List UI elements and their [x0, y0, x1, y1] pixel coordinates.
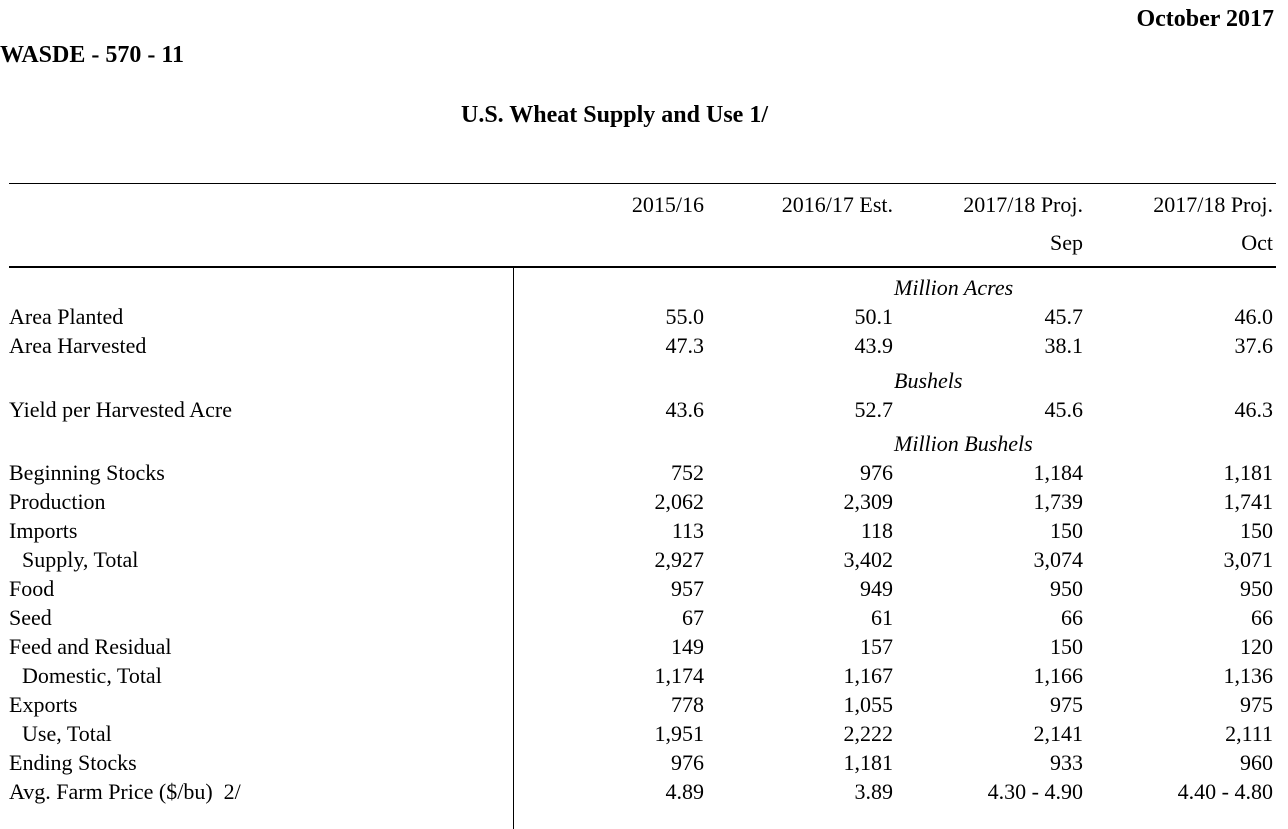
unit-million-acres: Million Acres [894, 275, 1014, 300]
table-row [0, 750, 1288, 779]
cell-2016: 3,402 [843, 547, 893, 572]
cell-2015: 1,174 [654, 663, 704, 688]
unit-bushels: Bushels [894, 368, 963, 393]
cell-2016: 1,167 [843, 663, 893, 688]
cell-2016: 43.9 [854, 333, 893, 358]
table-row [0, 547, 1288, 576]
cell-2017-sep: 66 [1061, 605, 1083, 630]
table-row [0, 721, 1288, 750]
row-label: Avg. Farm Price ($/bu) 2/ [9, 779, 241, 804]
cell-2016: 61 [871, 605, 893, 630]
cell-2017-sep: 45.6 [1044, 397, 1083, 422]
cell-2017-sep: 1,166 [1033, 663, 1083, 688]
cell-2017-sep: 950 [1050, 576, 1083, 601]
cell-2017-oct: 37.6 [1234, 333, 1273, 358]
cell-2017-oct: 3,071 [1223, 547, 1273, 572]
row-label: Exports [9, 692, 78, 717]
cell-2016: 50.1 [854, 304, 893, 329]
header-rule [9, 266, 1276, 268]
col-header-2017-sep: 2017/18 Proj. [963, 192, 1083, 217]
row-label: Use, Total [22, 721, 112, 746]
cell-2017-sep: 933 [1050, 750, 1083, 775]
row-label: Feed and Residual [9, 634, 172, 659]
cell-2017-oct: 120 [1240, 634, 1273, 659]
table-row [0, 663, 1288, 692]
table-row [0, 692, 1288, 721]
row-label: Food [9, 576, 55, 601]
table-row [0, 605, 1288, 634]
cell-2017-oct: 46.3 [1234, 397, 1273, 422]
row-label: Domestic, Total [22, 663, 162, 688]
cell-2017-oct: 1,136 [1223, 663, 1273, 688]
col-subheader-sep: Sep [1050, 230, 1083, 255]
cell-2017-oct: 66 [1251, 605, 1273, 630]
cell-2015: 976 [671, 750, 704, 775]
cell-2016: 949 [860, 576, 893, 601]
row-label: Yield per Harvested Acre [9, 397, 232, 422]
cell-2017-oct: 150 [1240, 518, 1273, 543]
row-label: Area Planted [9, 304, 124, 329]
cell-2017-oct: 4.40 - 4.80 [1177, 779, 1273, 804]
table-row [0, 634, 1288, 663]
cell-2016: 1,181 [843, 750, 893, 775]
cell-2016: 2,222 [843, 721, 893, 746]
cell-2015: 2,927 [654, 547, 704, 572]
table-row [0, 333, 1288, 362]
cell-2017-oct: 950 [1240, 576, 1273, 601]
cell-2017-sep: 975 [1050, 692, 1083, 717]
row-label: Seed [9, 605, 52, 630]
cell-2015: 55.0 [665, 304, 704, 329]
cell-2017-sep: 150 [1050, 518, 1083, 543]
cell-2016: 3.89 [854, 779, 893, 804]
cell-2015: 1,951 [654, 721, 704, 746]
cell-2015: 2,062 [654, 489, 704, 514]
row-label: Supply, Total [22, 547, 139, 572]
row-label: Ending Stocks [9, 750, 137, 775]
cell-2015: 752 [671, 460, 704, 485]
row-label: Imports [9, 518, 78, 543]
cell-2017-sep: 3,074 [1033, 547, 1083, 572]
cell-2017-sep: 150 [1050, 634, 1083, 659]
cell-2015: 43.6 [665, 397, 704, 422]
col-header-2017-oct: 2017/18 Proj. [1153, 192, 1273, 217]
col-header-2016: 2016/17 Est. [781, 192, 893, 217]
table-row [0, 489, 1288, 518]
report-date: October 2017 [1136, 6, 1274, 32]
row-label: Beginning Stocks [9, 460, 165, 485]
cell-2015: 113 [671, 518, 704, 543]
cell-2016: 157 [860, 634, 893, 659]
cell-2015: 67 [682, 605, 704, 630]
report-id [0, 42, 1288, 69]
cell-2016: 1,055 [843, 692, 893, 717]
cell-2015: 4.89 [665, 779, 704, 804]
cell-2017-sep: 2,141 [1033, 721, 1083, 746]
table-row [0, 304, 1288, 333]
cell-2016: 2,309 [843, 489, 893, 514]
cell-2015: 149 [671, 634, 704, 659]
cell-2017-oct: 1,741 [1223, 489, 1273, 514]
table-row [0, 779, 1288, 808]
cell-2015: 957 [671, 576, 704, 601]
cell-2017-oct: 46.0 [1234, 304, 1273, 329]
cell-2017-oct: 960 [1240, 750, 1273, 775]
cell-2017-sep: 1,739 [1033, 489, 1083, 514]
col-subheader-oct: Oct [1241, 230, 1273, 255]
cell-2017-oct: 2,111 [1225, 721, 1273, 746]
cell-2016: 118 [860, 518, 893, 543]
table-row [0, 518, 1288, 547]
cell-2015: 778 [671, 692, 704, 717]
cell-2017-oct: 1,181 [1223, 460, 1273, 485]
cell-2017-sep: 4.30 - 4.90 [987, 779, 1083, 804]
cell-2017-oct: 975 [1240, 692, 1273, 717]
top-rule [9, 183, 1276, 184]
cell-2017-sep: 1,184 [1033, 460, 1083, 485]
cell-2017-sep: 38.1 [1044, 333, 1083, 358]
table-row [0, 576, 1288, 605]
table-row [0, 397, 1288, 426]
cell-2015: 47.3 [665, 333, 704, 358]
cell-2016: 976 [860, 460, 893, 485]
col-header-2015: 2015/16 [631, 192, 704, 217]
report-id-text: WASDE - 570 - 11 [0, 42, 185, 68]
row-label: Production [9, 489, 106, 514]
table-row [0, 460, 1288, 489]
cell-2016: 52.7 [854, 397, 893, 422]
cell-2017-sep: 45.7 [1044, 304, 1083, 329]
row-label: Area Harvested [9, 333, 147, 358]
table-title-text: U.S. Wheat Supply and Use 1/ [461, 102, 768, 128]
unit-million-bushels: Million Bushels [894, 431, 1033, 456]
